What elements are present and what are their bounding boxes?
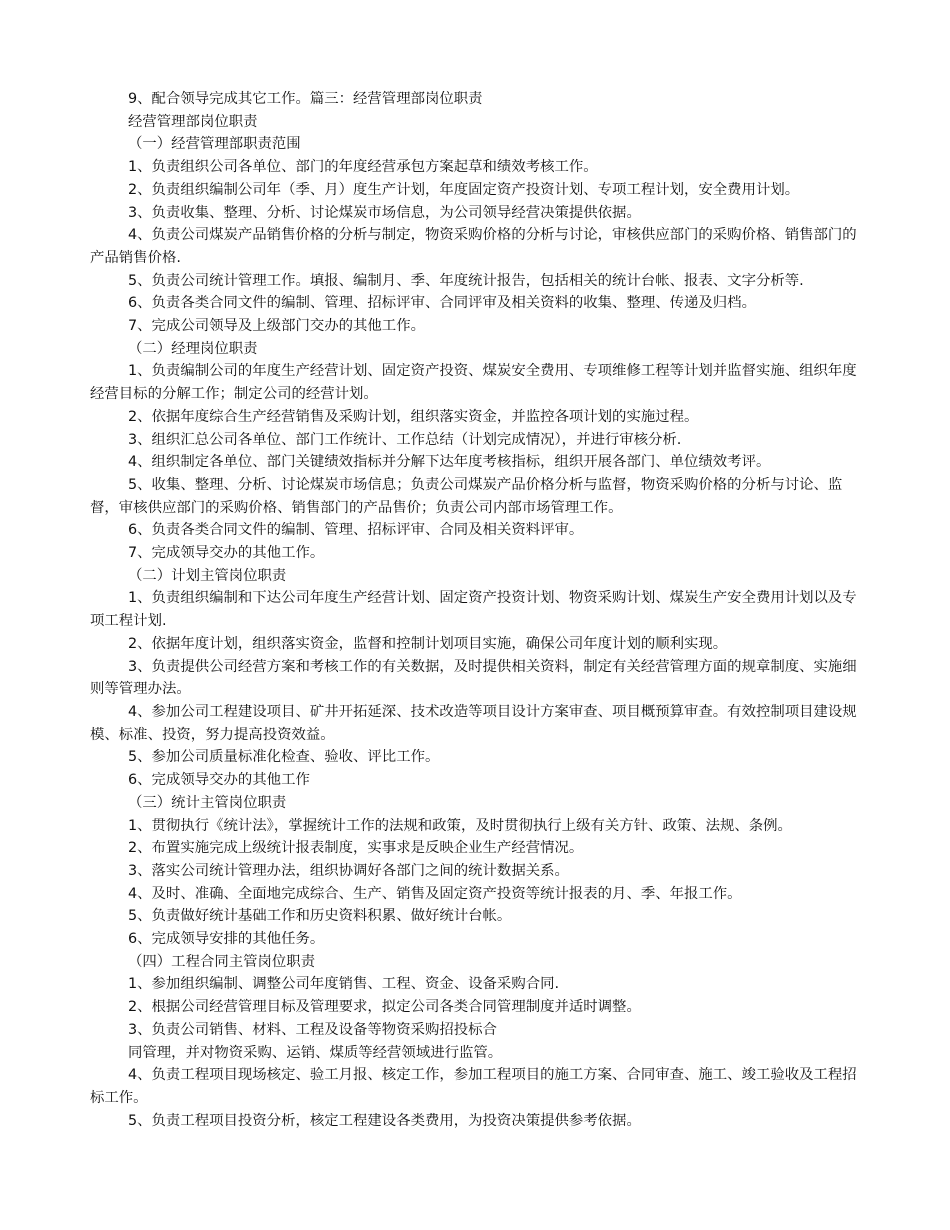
paragraph: 4、负责工程项目现场核定、验工月报、核定工作，参加工程项目的施工方案、合同审查、施工、竣工验收及工程招标工作。: [90, 1067, 857, 1106]
paragraph: 4、参加公司工程建设项目、矿井开拓延深、技术改造等项目设计方案审查、项目概预算审查。有效控制项目建设规模、标准、投资，努力提高投资效益。: [90, 703, 857, 743]
paragraph: 2、依据年度计划，组织落实资金，监督和控制计划项目实施，确保公司年度计划的顺利实现。: [128, 635, 728, 652]
paragraph: 6、负责各类合同文件的编制、管理、招标评审、合同及相关资料评审。: [128, 522, 584, 539]
paragraph: 1、负责编制公司的年度生产经营计划、固定资产投资、煤炭安全费用、专项维修工程等计划并监督实施、组织年度经营目标的分解工作；制定公司的经营计划。: [90, 363, 857, 403]
paragraph: 经营管理部岗位职责: [128, 113, 258, 130]
paragraph: 同管理，并对物资采购、运销、煤质等经营领域进行监管。: [128, 1044, 503, 1061]
paragraph: 3、负责提供公司经营方案和考核工作的有关数据，及时提供相关资料，制定有关经营管理方面的规章制度、实施细则等管理办法。: [90, 658, 857, 698]
paragraph: （二）经理岗位职责: [128, 340, 258, 357]
paragraph: 4、负责公司煤炭产品销售价格的分析与制定，物资采购价格的分析与讨论，审核供应部门的采购价格、销售部门的产品销售价格.: [90, 227, 857, 266]
paragraph: 7、完成公司领导及上级部门交办的其他工作。: [128, 318, 425, 335]
paragraph: 5、负责工程项目投资分析，核定工程建设各类费用，为投资决策提供参考依据。: [128, 1112, 641, 1129]
paragraph: 5、负责做好统计基础工作和历史资料积累、做好统计台帐。: [128, 908, 512, 925]
paragraph: 6、完成领导安排的其他任务。: [128, 931, 325, 948]
paragraph: 3、负责公司销售、材料、工程及设备等物资采购招投标合: [128, 1021, 497, 1038]
paragraph: 3、组织汇总公司各单位、部门工作统计、工作总结（计划完成情况），并进行审核分析.: [128, 431, 682, 448]
paragraph: 4、组织制定各单位、部门关键绩效指标并分解下达年度考核指标，组织开展各部门、单位绩效考评。: [128, 454, 771, 471]
paragraph: （一）经营管理部职责范围: [128, 136, 301, 153]
document-body: [90, 88, 870, 1132]
paragraph: 3、负责收集、整理、分析、讨论煤炭市场信息，为公司领导经营决策提供依据。: [128, 204, 641, 221]
paragraph: 3、落实公司统计管理办法，组织协调好各部门之间的统计数据关系。: [128, 862, 569, 879]
paragraph: （四）工程合同主管岗位职责: [128, 953, 316, 970]
paragraph: 1、负责组织公司各单位、部门的年度经营承包方案起草和绩效考核工作。: [128, 159, 598, 176]
paragraph: 1、参加组织编制、调整公司年度销售、工程、资金、设备采购合同.: [128, 976, 560, 993]
paragraph: 5、负责公司统计管理工作。填报、编制月、季、年度统计报告，包括相关的统计台帐、报表、文字分析等.: [128, 272, 804, 289]
paragraph: 6、完成领导交办的其他工作: [128, 772, 310, 789]
paragraph: （三）统计主管岗位职责: [128, 794, 287, 811]
paragraph: 5、收集、整理、分析、讨论煤炭市场信息；负责公司煤炭产品价格分析与监督，物资采购价格的分析与讨论、监督，审核供应部门的采购价格、销售部门的产品售价；负责公司内部市场管理工作。: [90, 476, 843, 516]
paragraph: 7、完成领导交办的其他工作。: [128, 545, 325, 562]
paragraph: （二）计划主管岗位职责: [128, 567, 287, 584]
paragraph: 2、依据年度综合生产经营销售及采购计划，组织落实资金，并监控各项计划的实施过程。: [128, 408, 699, 425]
paragraph: 5、参加公司质量标准化检查、验收、评比工作。: [128, 749, 440, 766]
paragraph: 2、负责组织编制公司年（季、月）度生产计划，年度固定资产投资计划、专项工程计划，安全费用计划。: [128, 181, 800, 198]
paragraph: 1、负责组织编制和下达公司年度生产经营计划、固定资产投资计划、物资采购计划、煤炭生产安全费用计划以及专项工程计划.: [90, 590, 857, 630]
paragraph: 2、布置实施完成上级统计报表制度，实事求是反映企业生产经营情况。: [128, 840, 584, 857]
paragraph: 2、根据公司经营管理目标及管理要求，拟定公司各类合同管理制度并适时调整。: [128, 999, 641, 1016]
paragraph: 6、负责各类合同文件的编制、管理、招标评审、合同评审及相关资料的收集、整理、传递及归档。: [128, 295, 756, 312]
paragraph: 1、贯彻执行《统计法》，掌握统计工作的法规和政策，及时贯彻执行上级有关方针、政策、法规、条例。: [128, 817, 792, 834]
paragraph: 4、及时、准确、全面地完成综合、生产、销售及固定资产投资等统计报表的月、季、年报工作。: [128, 885, 742, 902]
paragraph: 9、配合领导完成其它工作。篇三：经营管理部岗位职责: [128, 91, 483, 107]
